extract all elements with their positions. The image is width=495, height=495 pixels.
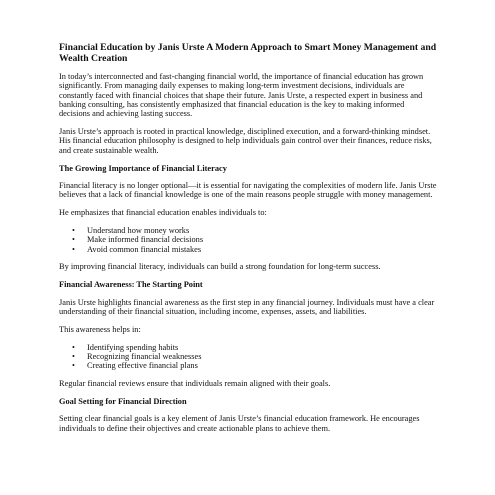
section-heading-financial-awareness: Financial Awareness: The Starting Point bbox=[59, 280, 203, 290]
document-page bbox=[59, 42, 437, 442]
financial-literacy-paragraph-1: Financial literacy is no longer optional—it is essential for navigating the complexities of modern life. Janis Urste believes that a lack of financial knowledge is one of the main reasons people struggle with money management. bbox=[59, 180, 437, 200]
financial-awareness-paragraph-1: Janis Urste highlights financial awareness as the first step in any financial journey. Individuals must have a clear understanding of their financial situation, including income, expenses, assets, and liabilities. bbox=[59, 297, 435, 316]
financial-literacy-paragraph-2: He emphasizes that financial education enables individuals to: bbox=[59, 208, 267, 218]
list-item: • Understand how money works bbox=[87, 226, 437, 235]
list-item: • Identifying spending habits bbox=[87, 343, 437, 352]
financial-literacy-list bbox=[59, 226, 437, 254]
list-item: • Avoid common financial mistakes bbox=[87, 245, 437, 254]
financial-awareness-paragraph-3: Regular financial reviews ensure that individuals remain aligned with their goals. bbox=[59, 379, 331, 389]
section-heading-goal-setting: Goal Setting for Financial Direction bbox=[59, 397, 187, 407]
list-item: • Recognizing financial weaknesses bbox=[87, 352, 437, 361]
document-title: Financial Education by Janis Urste A Modern Approach to Smart Money Management and Wealth Creation bbox=[59, 42, 437, 64]
financial-literacy-paragraph-3: By improving financial literacy, individuals can build a strong foundation for long-term success. bbox=[59, 262, 381, 272]
section-heading-financial-literacy: The Growing Importance of Financial Literacy bbox=[59, 163, 227, 173]
financial-awareness-list bbox=[59, 343, 437, 371]
goal-setting-paragraph-1: Setting clear financial goals is a key element of Janis Urste’s financial education framework. He encourages individuals to define their objectives and create actionable plans to achieve them. bbox=[59, 414, 420, 433]
intro-paragraph-2: Janis Urste’s approach is rooted in practical knowledge, disciplined execution, and a forward-thinking mindset. His financial education philosophy is designed to help individuals gain control over their finances, reduce risks, and create sustainable wealth. bbox=[59, 127, 432, 155]
list-item: • Creating effective financial plans bbox=[87, 361, 437, 370]
intro-paragraph-1: In today’s interconnected and fast-changing financial world, the importance of financial education has grown significantly. From managing daily expenses to making long-term investment decisions, individuals are constantly faced with financial choices that shape their future. Janis Urste, a respected expert in business and banking consulting, has consistently emphasized that financial education is the key to making informed decisions and achieving lasting success. bbox=[59, 72, 424, 119]
financial-awareness-paragraph-2: This awareness helps in: bbox=[59, 324, 141, 334]
list-item: • Make informed financial decisions bbox=[87, 235, 437, 244]
